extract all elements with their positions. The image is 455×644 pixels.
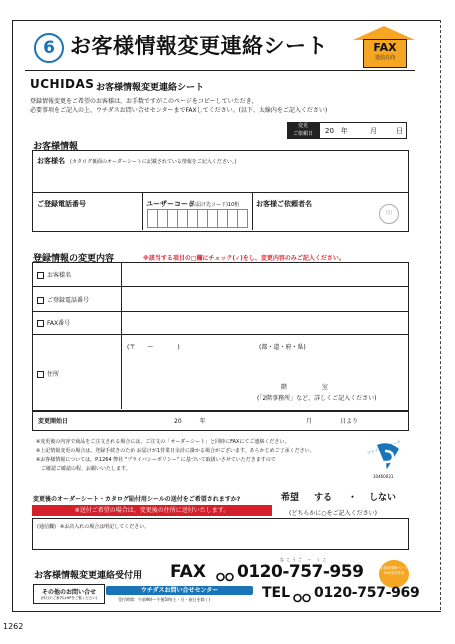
choice-no[interactable]: しない <box>369 493 397 503</box>
fax-number: 0120-757-959 <box>237 562 364 582</box>
cut-line <box>440 20 441 610</box>
date-label-2: ご依頼日 <box>292 131 313 137</box>
tel-word: TEL <box>262 585 291 601</box>
change-heading: 登録情報の変更内容 <box>33 254 115 264</box>
intro-line-2: 必要事項をご記入の上、ウチダスお問い合せセンターまでFAXしてください。(以下、太線内をご記入ください) <box>30 107 328 114</box>
checkbox[interactable] <box>37 272 44 279</box>
customer-name-field[interactable] <box>33 158 406 191</box>
contact-box <box>33 584 105 604</box>
change-row-label: ご登録電話番号 <box>47 297 90 304</box>
change-row-address[interactable] <box>37 369 59 378</box>
fax-direction-label: 送信方向 <box>374 55 395 61</box>
start-year: 20 年 <box>174 418 206 425</box>
phone-field[interactable] <box>34 208 140 228</box>
privacy-number: 10460031 <box>373 474 394 479</box>
date-label-box <box>287 122 319 139</box>
message-note: ※お店入れの場合は明記してください。 <box>60 524 150 530</box>
customer-name-note: (カタログ裏面のオーダーシートに記載されている情報をご記入ください。) <box>70 159 237 165</box>
phone-label: ご登録電話番号 <box>37 200 86 208</box>
intro-line-1: 登録情報変更をご希望のお客様は、お手数ですがこのページをコピーしていただき、 <box>30 98 258 105</box>
free-dial-icon <box>216 567 234 577</box>
floor-note: (「2階事務所」など、詳しくご記入ください) <box>257 395 377 402</box>
new-address-field[interactable] <box>122 352 406 380</box>
choose-note: (どちらかに○をご記入ください) <box>289 510 377 517</box>
sheet-title: お客様情報変更連絡シート <box>96 83 205 93</box>
new-phone-field[interactable] <box>122 288 406 310</box>
hours: 受付時間：午前9時〜午後5時(土・日・祝日を除く) <box>118 597 211 602</box>
fax-badge: お客様情報ページ FAX送信専用 <box>379 560 409 588</box>
free-dial-icon <box>293 588 311 598</box>
note-line: ご確認ご確認の程、お願いいたします。 <box>36 466 131 472</box>
brand-logo: UCHIDAS <box>30 77 95 91</box>
message-label: (通信欄) <box>37 524 56 530</box>
floor-label: 階 <box>281 384 288 391</box>
checkbox[interactable] <box>37 371 44 378</box>
note-line: ※上記情報変更の場合は、登録手続きのため お届けが1営業日余計に掛かる場合がございます。あらかじめご了承ください。 <box>36 448 315 454</box>
requester-field[interactable] <box>254 208 374 228</box>
page-number: 1262 <box>3 622 24 631</box>
room-label: 室 <box>322 384 329 391</box>
start-day: 日より <box>340 418 359 425</box>
change-row-phone[interactable] <box>37 295 89 304</box>
user-code-label: ユーザーコード <box>146 200 195 208</box>
date-year: 20 年 <box>325 127 348 135</box>
customer-name-label: お客様名 <box>37 157 65 165</box>
header-divider <box>25 70 415 71</box>
warning-bar: ※送付ご希望の場合は、変更後の住所に送付いたします。 <box>32 505 272 516</box>
choice-yes[interactable]: する <box>314 493 333 503</box>
sticker-question: 変更後のオーダーシート・カタログ貼付用シールの送付をご希望されますか? <box>33 496 241 503</box>
fax-line-label: お客様情報変更連絡受付用 <box>34 571 143 581</box>
change-row-label: FAX番号 <box>47 320 71 327</box>
stamp-circle: 印 <box>379 204 399 224</box>
digit-box[interactable] <box>237 209 248 228</box>
date-day: 日 <box>396 127 403 135</box>
user-code-note: (お届け先コード)10桁 <box>189 202 240 208</box>
checkbox[interactable] <box>37 297 44 304</box>
start-month: 月 <box>306 418 313 425</box>
postal-code-field[interactable]: (〒 ー ) <box>127 344 180 351</box>
new-fax-field[interactable] <box>122 313 406 333</box>
notes <box>36 438 315 474</box>
fax-ruby: なこうご ー くこ <box>280 557 329 562</box>
fax-direction-arrow-icon <box>353 26 415 66</box>
change-row-fax[interactable] <box>37 318 70 327</box>
contact-sub: (休日のご案内はHPをご覧ください) <box>40 596 98 600</box>
change-instruction: ※該当する項目の□欄にチェック(✓)をし、変更内容のみご記入ください。 <box>143 255 345 262</box>
date-label-1: 変更 <box>297 123 308 129</box>
fax-word: FAX <box>170 562 206 582</box>
new-customer-name-field[interactable] <box>122 264 406 285</box>
customer-info-heading: お客様情報 <box>33 142 79 152</box>
tel-number: 0120-757-969 <box>314 585 420 601</box>
section-number-badge: 6 <box>34 33 64 63</box>
start-date-label: 変更開始日 <box>38 418 69 425</box>
note-line: ※お客様情報については、P.1264 弊社 "プライバシーポリシー" に基づいて取扱いさせていただきますので <box>36 457 276 463</box>
contact-label: その他のお問い合せ <box>41 589 96 596</box>
privacy-mark-label: プライバシーマーク <box>366 439 402 457</box>
center-label: ウチダスお問い合せセンター <box>106 586 253 595</box>
requester-label: お客様ご依頼者名 <box>256 200 312 208</box>
choice-label: 希望 <box>281 493 300 503</box>
checkbox[interactable] <box>37 320 44 327</box>
note-line: ※変更後の内容で商品をご注文される場合には、ご注文の「オーダーシート」と同時にFAXにてご連絡ください。 <box>36 439 290 445</box>
date-month: 月 <box>370 127 377 135</box>
fax-badge-label: FAX <box>373 41 397 54</box>
page-title: お客様情報変更連絡シート <box>70 34 328 58</box>
change-row-label: 住所 <box>47 371 60 378</box>
choice-separator: ・ <box>348 493 358 503</box>
change-row-customer-name[interactable] <box>37 270 71 279</box>
change-row-label: お客様名 <box>47 272 72 279</box>
prefecture-label: (都・道・府・県) <box>259 344 306 351</box>
